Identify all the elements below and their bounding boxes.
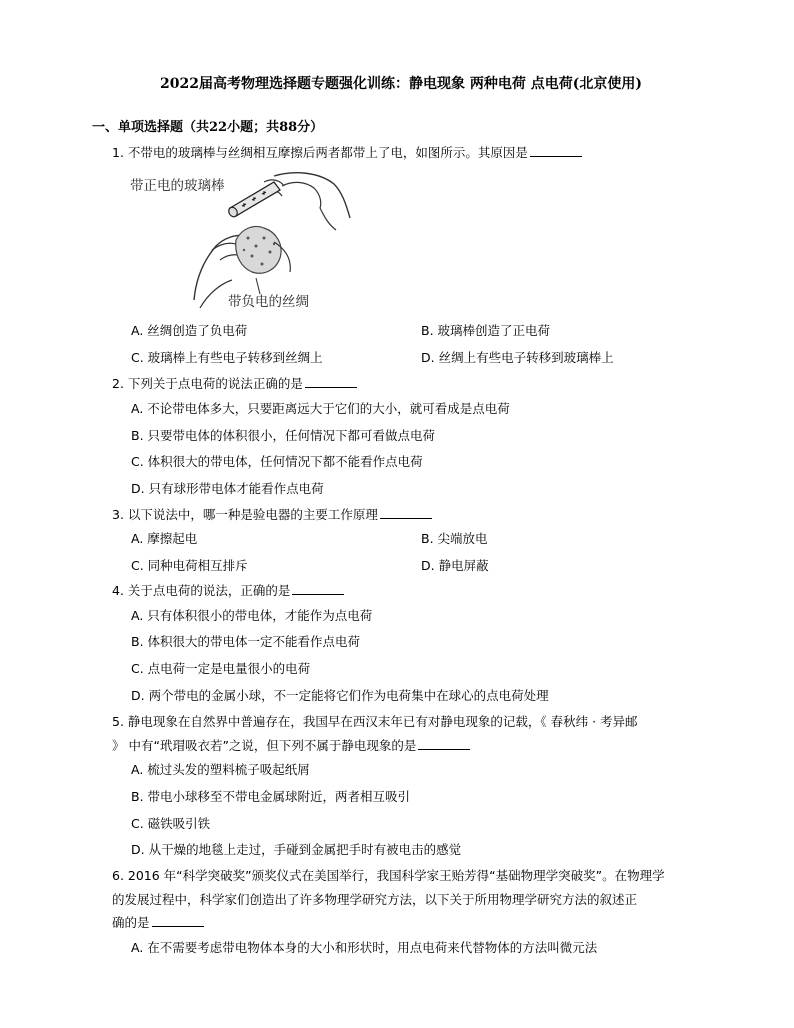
- q6-option-a[interactable]: A. 在不需要考虑带电物体本身的大小和形状时，用点电荷来代替物体的方法叫微元法: [131, 940, 598, 955]
- q2-option-b[interactable]: B. 只要带电体的体积很小，任何情况下都可看做点电荷: [131, 428, 436, 443]
- question-6-stem-line3: 确的是: [112, 914, 712, 931]
- q3-option-b[interactable]: B. 尖端放电: [421, 531, 488, 546]
- answer-blank[interactable]: [305, 375, 357, 388]
- q2-option-d[interactable]: D. 只有球形带电体才能看作点电荷: [131, 481, 324, 496]
- q1-option-a[interactable]: A. 丝绸创造了负电荷: [131, 323, 248, 338]
- question-6-stem-line2: 的发展过程中，科学家们创造出了许多物理学研究方法，以下关于所用物理学研究方法的叙述正: [112, 892, 638, 907]
- q2-option-c[interactable]: C. 体积很大的带电体，任何情况下都不能看作点电荷: [131, 454, 423, 469]
- answer-blank[interactable]: [292, 582, 344, 595]
- label-negative-silk: 带负电的丝绸: [228, 294, 309, 310]
- question-6-stem-line1: 6. 2016 年“科学突破奖”颁奖仪式在美国举行，我国科学家王贻芳得“基础物理学突破奖”。在物理学: [112, 868, 665, 883]
- q1-option-d[interactable]: D. 丝绸上有些电子转移到玻璃棒上: [421, 350, 614, 365]
- section-heading: 一、单项选择题（共22小题；共88分）: [92, 120, 324, 135]
- question-2-stem: 2. 下列关于点电荷的说法正确的是: [112, 375, 712, 392]
- document-title: 2022届高考物理选择题专题强化训练：静电现象 两种电荷 点电荷(北京使用): [160, 76, 642, 92]
- answer-blank[interactable]: [418, 737, 470, 750]
- friction-figure: [124, 168, 356, 310]
- q4-option-a[interactable]: A. 只有体积很小的带电体，才能作为点电荷: [131, 608, 373, 623]
- question-5-stem-line1: 5. 静电现象在自然界中普遍存在，我国早在西汉末年已有对静电现象的记载，《 春秋纬 · 考异邮: [112, 714, 638, 729]
- label-positive-rod: 带正电的玻璃棒: [130, 178, 225, 194]
- answer-blank[interactable]: [530, 144, 582, 157]
- q4-option-b[interactable]: B. 体积很大的带电体一定不能看作点电荷: [131, 634, 361, 649]
- q5-option-c[interactable]: C. 磁铁吸引铁: [131, 816, 211, 831]
- question-3-stem: 3. 以下说法中，哪一种是验电器的主要工作原理: [112, 506, 712, 523]
- answer-blank[interactable]: [380, 506, 432, 519]
- q1-option-b[interactable]: B. 玻璃棒创造了正电荷: [421, 323, 551, 338]
- answer-blank[interactable]: [152, 914, 204, 927]
- question-4-stem: 4. 关于点电荷的说法，正确的是: [112, 582, 712, 599]
- q3-option-a[interactable]: A. 摩擦起电: [131, 531, 198, 546]
- q5-option-d[interactable]: D. 从干燥的地毯上走过，手碰到金属把手时有被电击的感觉: [131, 842, 462, 857]
- question-1-stem: 1. 不带电的玻璃棒与丝绸相互摩擦后两者都带上了电，如图所示。其原因是: [112, 144, 712, 161]
- q3-option-c[interactable]: C. 同种电荷相互排斥: [131, 558, 248, 573]
- q1-option-c[interactable]: C. 玻璃棒上有些电子转移到丝绸上: [131, 350, 323, 365]
- q5-option-b[interactable]: B. 带电小球移至不带电金属球附近，两者相互吸引: [131, 789, 411, 804]
- q2-option-a[interactable]: A. 不论带电体多大，只要距离远大于它们的大小，就可看成是点电荷: [131, 401, 510, 416]
- q5-option-a[interactable]: A. 梳过头发的塑料梳子吸起纸屑: [131, 762, 310, 777]
- q4-option-c[interactable]: C. 点电荷一定是电量很小的电荷: [131, 661, 311, 676]
- q3-option-d[interactable]: D. 静电屏蔽: [421, 558, 489, 573]
- question-5-stem-line2: 》 中有“玳瑁吸衣若”之说，但下列不属于静电现象的是: [112, 737, 712, 754]
- q4-option-d[interactable]: D. 两个带电的金属小球，不一定能将它们作为电荷集中在球心的点电荷处理: [131, 688, 549, 703]
